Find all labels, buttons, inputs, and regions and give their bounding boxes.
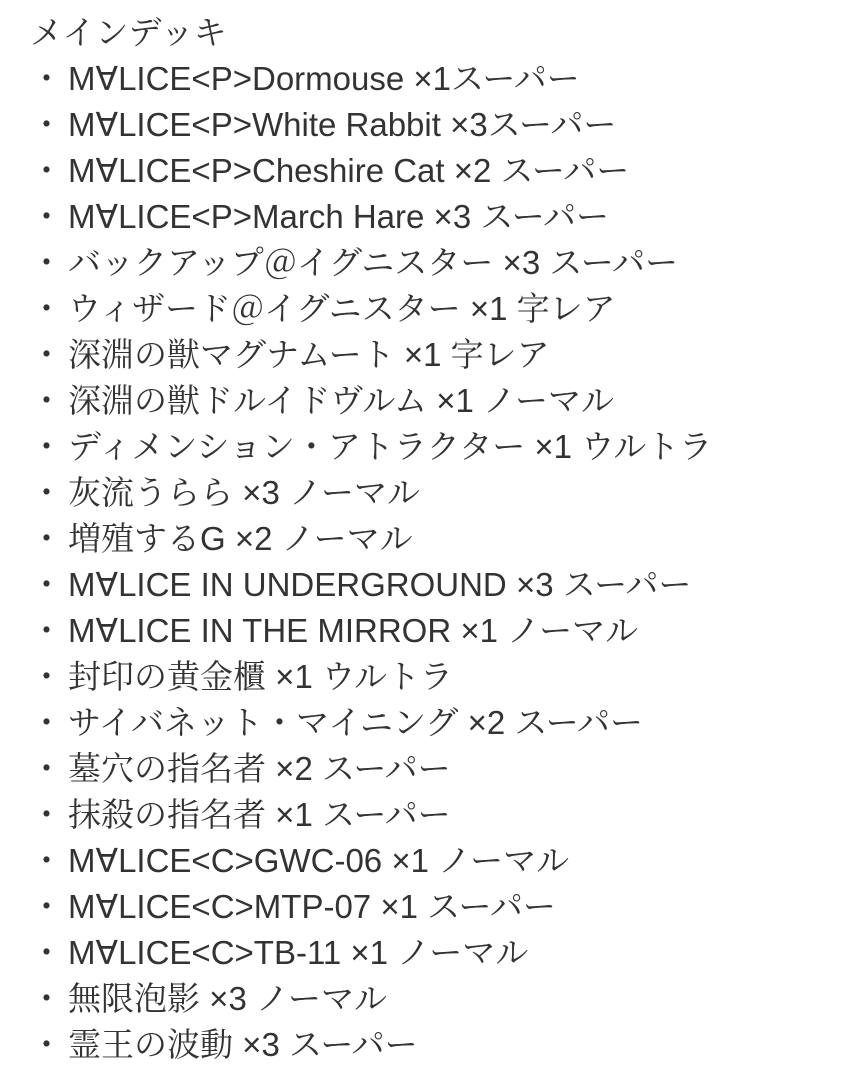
list-item [30,102,838,148]
card-rarity: スーパー [480,198,610,235]
bullet-icon: ・ [30,336,63,373]
card-rarity: スーパー [487,106,617,143]
card-quantity: ×3 [242,1026,280,1063]
bullet-icon: ・ [30,1026,63,1063]
bullet-icon: ・ [30,152,63,189]
bullet-icon: ・ [30,474,63,511]
list-item [30,194,838,240]
card-quantity: ×3 [242,474,280,511]
card-name: M∀LICE<C>GWC-06 [68,842,383,879]
bullet-icon: ・ [30,842,63,879]
list-item [30,746,838,792]
card-rarity: ノーマル [288,474,420,511]
list-item [30,838,838,884]
card-quantity: ×3 [450,106,488,143]
section-title: メインデッキ [30,14,227,51]
card-name: 霊王の波動 [68,1026,233,1063]
bullet-icon: ・ [30,566,63,603]
bullet-icon: ・ [30,796,63,833]
card-quantity: ×1 [380,888,418,925]
card-quantity: ×1 [275,658,313,695]
list-item [30,332,838,378]
card-quantity: ×1 [403,336,442,373]
bullet-icon: ・ [30,934,63,971]
card-name: M∀LICE<P>March Hare [68,198,425,235]
card-quantity: ×3 [433,198,472,235]
card-rarity: スーパー [514,704,644,741]
bullet-icon: ・ [30,704,63,741]
card-quantity: ×2 [275,750,313,787]
card-name: 深淵の獣マグナムート [68,336,395,373]
card-rarity: スーパー [562,566,692,603]
card-rarity: ウルトラ [321,658,453,695]
card-rarity: スーパー [549,244,679,281]
card-name: 灰流うらら [68,474,233,511]
list-item [30,424,838,470]
card-name: M∀LICE<C>TB-11 [68,934,342,971]
card-name: M∀LICE<C>MTP-07 [68,888,372,925]
card-quantity: ×1 [460,612,498,649]
card-name: M∀LICE IN UNDERGROUND [68,566,507,603]
list-item [30,240,838,286]
list-item [30,56,838,102]
card-quantity: ×1 [436,382,474,419]
list-item [30,930,838,976]
card-rarity: スーパー [500,152,630,189]
card-quantity: ×3 [209,980,247,1017]
bullet-icon: ・ [30,106,63,143]
list-item [30,470,838,516]
bullet-icon: ・ [30,60,63,97]
bullet-icon: ・ [30,290,63,327]
bullet-icon: ・ [30,750,63,787]
card-quantity: ×2 [453,152,492,189]
card-name: M∀LICE<P>Cheshire Cat [68,152,445,189]
card-quantity: ×3 [502,244,541,281]
card-rarity: スーパー [451,60,580,97]
card-name: サイバネット・マイニング [68,704,459,741]
deck-item-list [30,56,838,1068]
card-name: 墓穴の指名者 [68,750,266,787]
list-item [30,976,838,1022]
card-rarity: ノーマル [281,520,413,557]
bullet-icon: ・ [30,980,63,1017]
bullet-icon: ・ [30,520,63,557]
card-name: 封印の黄金櫃 [68,658,266,695]
bullet-icon: ・ [30,198,63,235]
list-item [30,654,838,700]
card-quantity: ×3 [515,566,554,603]
card-rarity: スーパー [288,1026,418,1063]
card-name: M∀LICE<P>Dormouse [68,60,405,97]
bullet-icon: ・ [30,244,63,281]
card-name: ディメンション・アトラクター [68,428,526,465]
list-item [30,700,838,746]
card-quantity: ×2 [467,704,506,741]
list-item [30,286,838,332]
card-name: 増殖するG [68,520,226,557]
card-name: 深淵の獣ドルイドヴルム [68,382,428,419]
list-item [30,608,838,654]
list-item [30,562,838,608]
card-name: ウィザード＠イグニスター [68,290,461,327]
card-rarity: ノーマル [507,612,639,649]
card-rarity: スーパー [321,750,451,787]
card-quantity: ×1 [469,290,508,327]
list-item [30,378,838,424]
card-quantity: ×1 [413,60,452,97]
list-item [30,516,838,562]
list-item [30,884,838,930]
card-rarity: 字レア [516,290,616,327]
bullet-icon: ・ [30,658,63,695]
list-item [30,1022,838,1068]
card-quantity: ×2 [234,520,273,557]
card-quantity: ×1 [534,428,573,465]
bullet-icon: ・ [30,888,63,925]
card-rarity: ノーマル [397,934,529,971]
card-rarity: ノーマル [483,382,615,419]
card-name: 抹殺の指名者 [68,796,266,833]
card-name: M∀LICE IN THE MIRROR [68,612,452,649]
bullet-icon: ・ [30,612,63,649]
card-name: バックアップ＠イグニスター [68,244,494,281]
card-name: M∀LICE<P>White Rabbit [68,106,441,143]
card-rarity: ノーマル [438,842,570,879]
list-item [30,148,838,194]
card-quantity: ×1 [391,842,429,879]
card-rarity: スーパー [321,796,451,833]
card-rarity: 字レア [450,336,550,373]
card-rarity: ウルトラ [581,428,713,465]
card-quantity: ×1 [350,934,389,971]
bullet-icon: ・ [30,428,63,465]
list-item [30,792,838,838]
card-rarity: ノーマル [255,980,387,1017]
card-name: 無限泡影 [68,980,200,1017]
card-quantity: ×1 [275,796,313,833]
card-rarity: スーパー [427,888,556,925]
bullet-icon: ・ [30,382,63,419]
